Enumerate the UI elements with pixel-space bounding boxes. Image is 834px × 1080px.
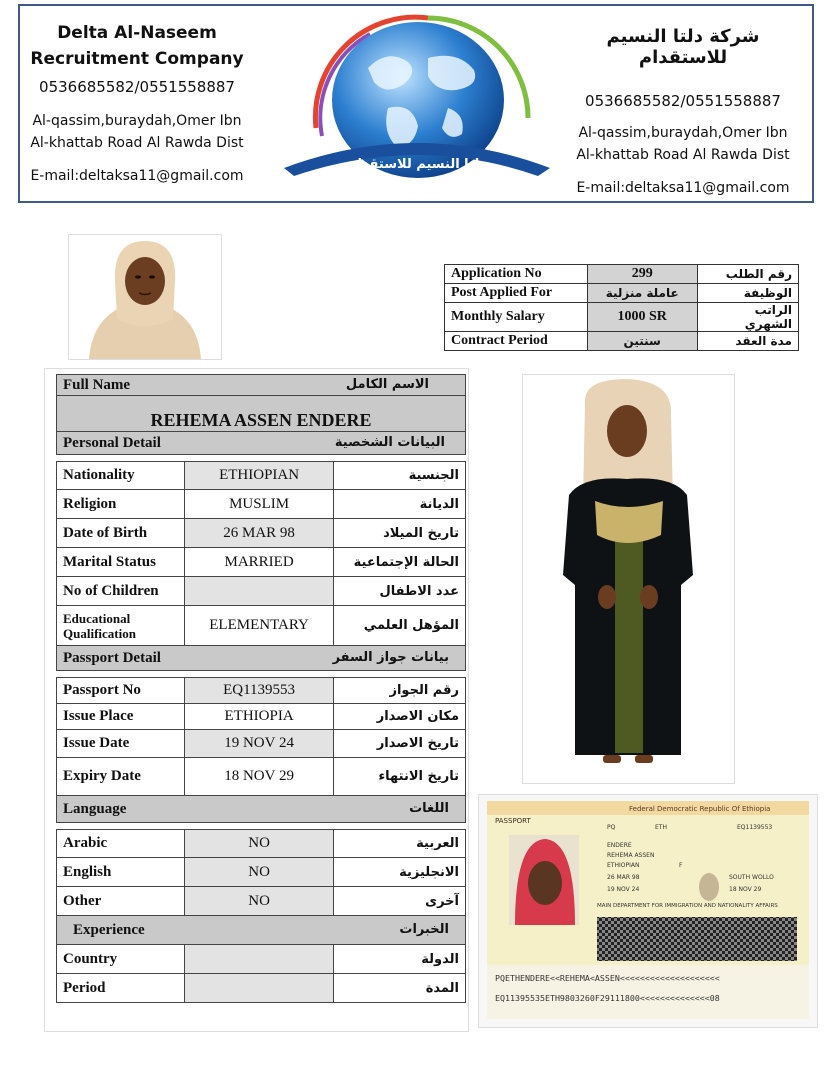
spacer-row [57, 823, 466, 830]
personal-detail-row [57, 432, 466, 455]
monthly-salary-label: Monthly Salary [445, 303, 588, 332]
full-name-row [57, 396, 466, 432]
education-label-ar: المؤهل العلمي [333, 606, 465, 646]
company-address-ar-line2: Al-khattab Road Al Rawda Dist [576, 147, 790, 163]
application-table [444, 264, 799, 351]
monthly-salary-value: 1000 SR [587, 303, 697, 332]
passport-pob: SOUTH WOLLO [729, 874, 774, 881]
passport-dob: 26 MAR 98 [607, 874, 640, 881]
company-address-ar-line1: Al-qassim,buraydah,Omer Ibn [578, 125, 788, 141]
passport-surname: ENDERE [607, 842, 632, 849]
passport-authority: MAIN DEPARTMENT FOR IMMIGRATION AND NATIONALITY AFFAIRS [597, 903, 778, 909]
company-phone-ar: 0536685582/0551558887 [585, 92, 781, 110]
passport-doi: 19 NOV 24 [607, 886, 640, 893]
company-name-ar: شركة دلتا النسيم للاستقدام [606, 26, 760, 68]
language-row [57, 796, 466, 823]
passport-no-label: Passport No [57, 678, 185, 704]
company-phone-en: 0536685582/0551558887 [39, 78, 235, 96]
company-name-en-line2: Recruitment Company [30, 49, 244, 69]
table-row [57, 830, 466, 858]
passport-no-label-ar: رقم الجواز [333, 678, 465, 704]
application-no-value: 299 [587, 265, 697, 284]
company-logo [278, 8, 556, 188]
spacer-row [57, 455, 466, 462]
experience-row [57, 916, 466, 945]
period-value [185, 974, 333, 1003]
applicant-portrait-photo [68, 234, 222, 360]
company-name-en-line1: Delta Al-Naseem [57, 23, 217, 43]
experience-label: Experience [73, 921, 145, 938]
expiry-date-value: 18 NOV 29 [185, 758, 333, 796]
table-row [57, 887, 466, 916]
table-row [57, 577, 466, 606]
company-email-ar: E-mail:deltaksa11@gmail.com [576, 180, 790, 196]
english-label: English [57, 858, 185, 887]
marital-status-label-ar: الحالة الإجتماعية [333, 548, 465, 577]
marital-status-value: MARRIED [185, 548, 333, 577]
cv-form-table [56, 374, 466, 1003]
company-address-en-line2: Al-khattab Road Al Rawda Dist [30, 135, 244, 151]
company-email-en: E-mail:deltaksa11@gmail.com [30, 168, 244, 184]
issue-date-label: Issue Date [57, 730, 185, 758]
table-row [445, 303, 799, 332]
full-name-header-row [57, 375, 466, 396]
religion-label-ar: الديانة [333, 490, 465, 519]
application-no-label: Application No [445, 265, 588, 284]
arabic-label: Arabic [57, 830, 185, 858]
children-label: No of Children [57, 577, 185, 606]
contract-period-label-ar: مدة العقد [697, 332, 798, 351]
children-label-ar: عدد الاطفال [333, 577, 465, 606]
post-applied-label: Post Applied For [445, 284, 588, 303]
passport-sex: F [679, 862, 683, 869]
english-label-ar: الانجليزية [333, 858, 465, 887]
passport-detail-label: Passport Detail [63, 649, 161, 666]
table-row [57, 945, 466, 974]
table-row [57, 858, 466, 887]
other-language-label: Other [57, 887, 185, 916]
passport-given-names: REHEMA ASSEN [607, 852, 655, 859]
passport-no-value: EQ1139553 [185, 678, 333, 704]
expiry-date-label-ar: تاريخ الانتهاء [333, 758, 465, 796]
passport-number: EQ1139553 [737, 824, 773, 831]
passport-doe: 18 NOV 29 [729, 886, 762, 893]
passport-scan [478, 794, 818, 1028]
contract-period-value: سنتين [587, 332, 697, 351]
svg-text:PASSPORT: PASSPORT [495, 817, 531, 825]
passport-nationality: ETHIOPIAN [607, 862, 640, 869]
date-of-birth-label: Date of Birth [57, 519, 185, 548]
table-row [57, 758, 466, 796]
full-name-label: Full Name [63, 376, 131, 393]
table-row [57, 974, 466, 1003]
period-label: Period [57, 974, 185, 1003]
issue-place-value: ETHIOPIA [185, 704, 333, 730]
date-of-birth-label-ar: تاريخ الميلاد [333, 519, 465, 548]
religion-label: Religion [57, 490, 185, 519]
issue-place-label: Issue Place [57, 704, 185, 730]
experience-label-ar: الخبرات [399, 921, 449, 937]
english-value: NO [185, 858, 333, 887]
company-info-en [22, 20, 252, 184]
date-of-birth-value: 26 MAR 98 [185, 519, 333, 548]
table-row [57, 519, 466, 548]
issue-date-value: 19 NOV 24 [185, 730, 333, 758]
country-label: Country [57, 945, 185, 974]
table-row [57, 704, 466, 730]
full-name-label-ar: الاسم الكامل [345, 376, 429, 392]
country-label-ar: الدولة [333, 945, 465, 974]
country-value [185, 945, 333, 974]
marital-status-label: Marital Status [57, 548, 185, 577]
table-row [445, 332, 799, 351]
application-no-label-ar: رقم الطلب [697, 265, 798, 284]
issue-date-label-ar: تاريخ الاصدار [333, 730, 465, 758]
table-row [57, 678, 466, 704]
personal-detail-label: Personal Detail [63, 434, 161, 451]
personal-detail-label-ar: البيانات الشخصية [334, 434, 445, 450]
full-name-value: REHEMA ASSEN ENDERE [150, 410, 372, 430]
nationality-label-ar: الجنسية [333, 462, 465, 490]
table-row [445, 284, 799, 303]
passport-mrz-line2: EQ11395535ETH9803260F29111800<<<<<<<<<<<<<<08 [495, 993, 720, 1003]
passport-mrz-line1: PQETHENDERE<<REHEMA<ASSEN<<<<<<<<<<<<<<<<<<<< [495, 973, 720, 983]
nationality-label: Nationality [57, 462, 185, 490]
language-label: Language [63, 800, 127, 817]
post-applied-label-ar: الوظيفة [697, 284, 798, 303]
company-address-en-line1: Al-qassim,buraydah,Omer Ibn [32, 113, 242, 129]
company-info-ar [572, 26, 794, 196]
passport-country: Federal Democratic Republic Of Ethiopia [629, 805, 771, 813]
passport-detail-row [57, 646, 466, 671]
arabic-label-ar: العربية [333, 830, 465, 858]
nationality-value: ETHIOPIAN [185, 462, 333, 490]
other-language-value: NO [185, 887, 333, 916]
education-label: Educational Qualification [57, 606, 185, 646]
post-applied-value: عاملة منزلية [587, 284, 697, 303]
period-label-ar: المدة [333, 974, 465, 1003]
expiry-date-label: Expiry Date [57, 758, 185, 796]
passport-detail-label-ar: بيانات جواز السفر [332, 649, 449, 665]
arabic-value: NO [185, 830, 333, 858]
table-row [57, 490, 466, 519]
passport-code: ETH [655, 824, 667, 831]
applicant-full-body-photo [522, 374, 735, 784]
children-value [185, 577, 333, 606]
table-row [57, 462, 466, 490]
education-value: ELEMENTARY [185, 606, 333, 646]
table-row [57, 606, 466, 646]
monthly-salary-label-ar: الراتب الشهري [697, 303, 798, 332]
religion-value: MUSLIM [185, 490, 333, 519]
contract-period-label: Contract Period [445, 332, 588, 351]
other-language-label-ar: آخرى [333, 887, 465, 916]
table-row [57, 730, 466, 758]
table-row [445, 265, 799, 284]
logo-text: دلتا النسيم للاستقدام [348, 157, 486, 172]
language-label-ar: اللغات [409, 800, 449, 816]
spacer-row [57, 671, 466, 678]
passport-type: PQ [607, 824, 616, 831]
table-row [57, 548, 466, 577]
issue-place-label-ar: مكان الاصدار [333, 704, 465, 730]
